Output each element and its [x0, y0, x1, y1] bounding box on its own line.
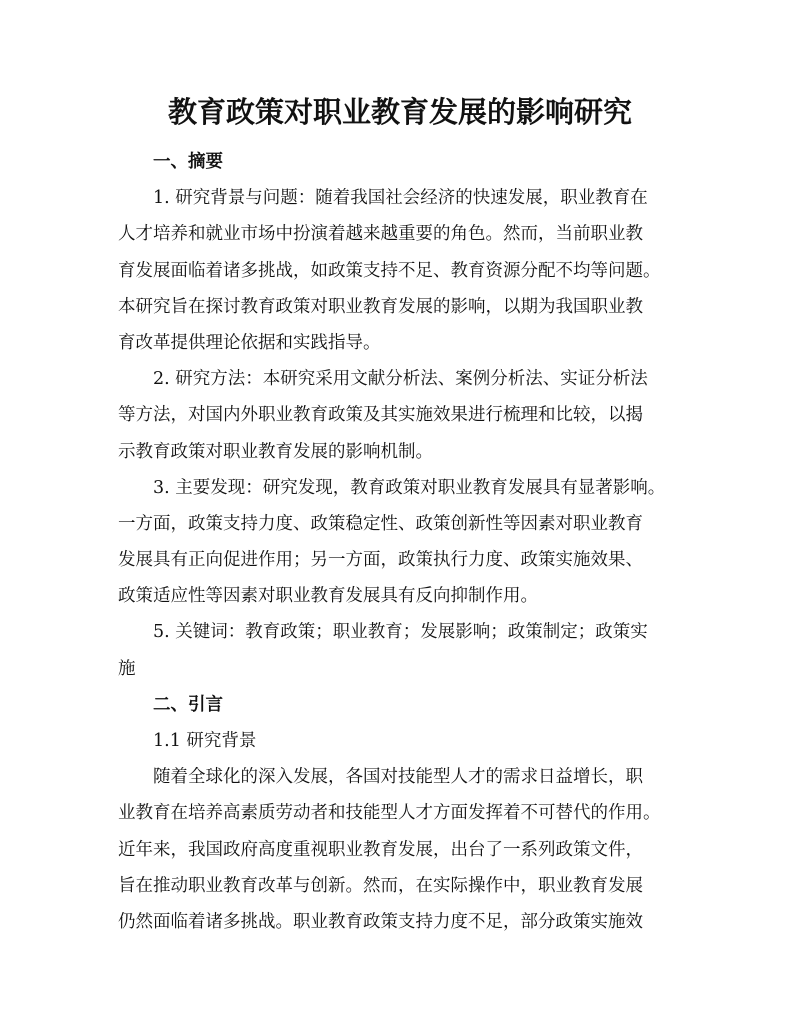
section-heading: 二、引言 — [153, 694, 223, 715]
paragraph-line: 发展具有正向促进作用；另一方面，政策执行力度、政策实施效果、 — [118, 550, 643, 571]
paragraph-line: 2. 研究方法：本研究采用文献分析法、案例分析法、实证分析法 — [153, 369, 648, 390]
paragraph-line: 本研究旨在探讨教育政策对职业教育发展的影响，以期为我国职业教 — [118, 296, 643, 317]
paragraph-line: 仍然面临着诸多挑战。职业教育政策支持力度不足，部分政策实施效 — [118, 911, 643, 932]
paragraph-line: 3. 主要发现：研究发现，教育政策对职业教育发展具有显著影响。 — [153, 477, 666, 498]
paragraph-line: 人才培养和就业市场中扮演着越来越重要的角色。然而，当前职业教 — [118, 224, 643, 245]
paragraph-line: 旨在推动职业教育改革与创新。然而，在实际操作中，职业教育发展 — [118, 875, 643, 896]
paragraph-line: 业教育在培养高素质劳动者和技能型人才方面发挥着不可替代的作用。 — [118, 803, 661, 824]
paragraph-line: 近年来，我国政府高度重视职业教育发展，出台了一系列政策文件， — [118, 839, 643, 860]
section-heading: 一、摘要 — [153, 152, 223, 172]
paragraph-line: 育发展面临着诸多挑战，如政策支持不足、教育资源分配不均等问题。 — [118, 260, 661, 281]
document-title: 教育政策对职业教育发展的影响研究 — [167, 95, 632, 129]
document-body — [118, 144, 698, 940]
paragraph-line: 5. 关键词：教育政策；职业教育；发展影响；政策制定；政策实 — [153, 622, 648, 643]
paragraph-line: 育改革提供理论依据和实践指导。 — [118, 332, 381, 353]
paragraph-line: 一方面，政策支持力度、政策稳定性、政策创新性等因素对职业教育 — [118, 513, 643, 534]
paragraph-line: 1.1 研究背景 — [153, 731, 257, 751]
paragraph-line: 等方法，对国内外职业教育政策及其实施效果进行梳理和比较，以揭 — [118, 405, 643, 426]
paragraph-line: 施 — [118, 658, 136, 679]
paragraph-line: 随着全球化的深入发展，各国对技能型人才的需求日益增长，职 — [153, 767, 643, 788]
paragraph-line: 1. 研究背景与问题：随着我国社会经济的快速发展，职业教育在 — [153, 188, 648, 209]
paragraph-line: 示教育政策对职业教育发展的影响机制。 — [118, 441, 433, 462]
paragraph-line: 政策适应性等因素对职业教育发展具有反向抑制作用。 — [118, 586, 538, 607]
